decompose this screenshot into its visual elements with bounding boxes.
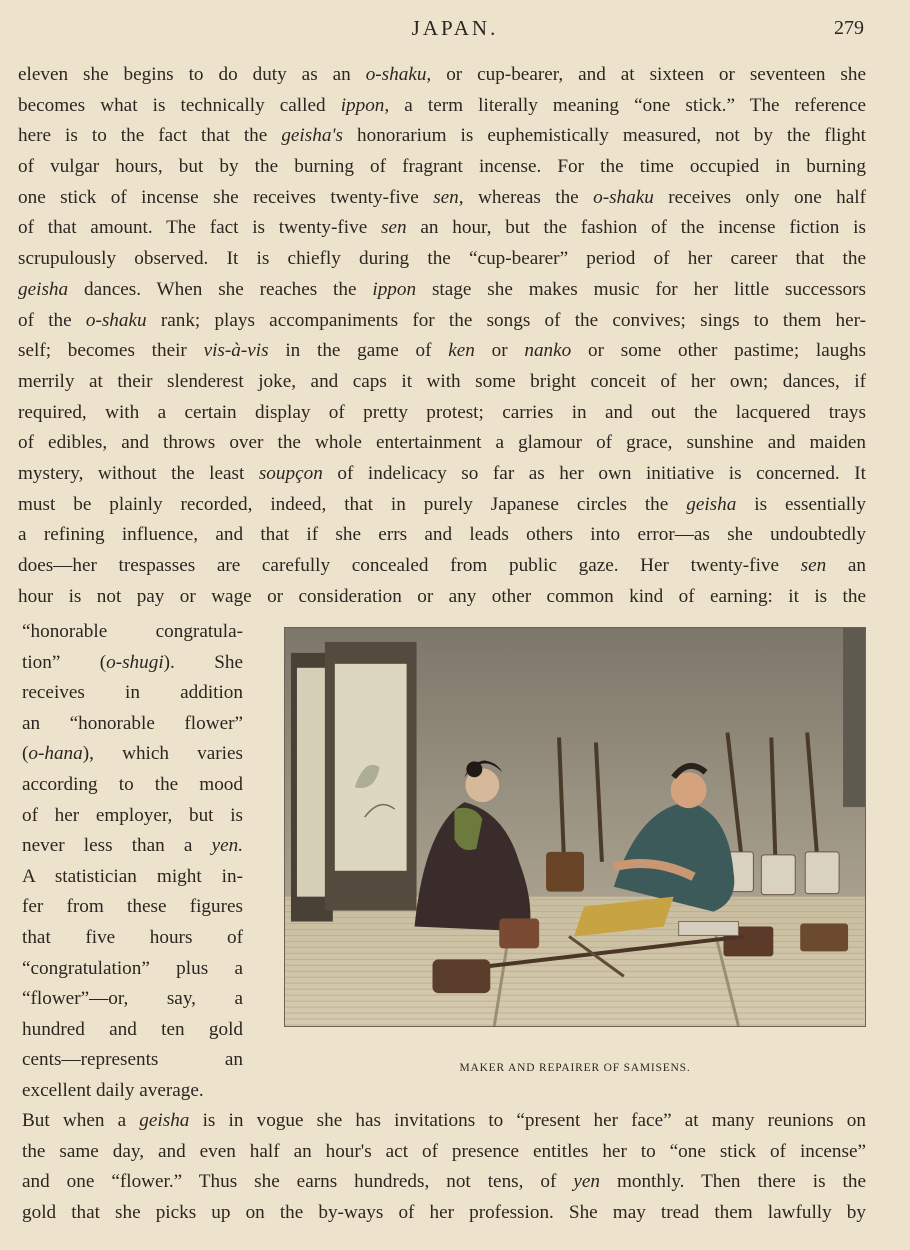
- text-segment: whereas the: [463, 186, 594, 208]
- text-line: [22, 862, 243, 893]
- text-segment: of her employer, but is: [22, 804, 243, 826]
- text-segment: required, with a certain display of pretty protest; carries in and out the lacquered trays: [18, 401, 866, 423]
- text-line: [22, 1198, 866, 1229]
- figure-photograph: [284, 627, 866, 1027]
- text-segment: sen,: [433, 186, 464, 208]
- text-segment: according to the mood: [22, 773, 243, 795]
- text-segment: yen.: [211, 835, 243, 857]
- text-segment: an: [826, 555, 866, 576]
- text-segment: But when a: [22, 1110, 140, 1131]
- text-segment: yen: [573, 1171, 600, 1193]
- text-segment: honorarium is euphemistically measured, not by the flight: [342, 125, 866, 147]
- text-segment: (: [22, 743, 29, 765]
- text-segment: o-shaku: [593, 186, 654, 208]
- text-segment: nanko: [524, 340, 572, 362]
- text-segment: of vulgar hours, but by the burning of fragrant incense. For the time occupied in burning: [18, 156, 866, 178]
- text-segment: of edibles, and throws over the whole entertainment a glamour of grace, sunshine and maiden: [18, 432, 866, 454]
- text-line: [18, 60, 866, 91]
- text-line: [22, 1015, 243, 1046]
- text-segment: hour is not pay or wage or consideration or any other common kind of earning: it is the: [18, 585, 866, 607]
- text-segment: ). She: [163, 651, 243, 673]
- text-segment: cents—represents an: [22, 1049, 243, 1071]
- text-segment: tion” (: [22, 651, 107, 673]
- text-segment: vis-à-vis: [203, 340, 269, 362]
- text-line: [22, 831, 243, 862]
- text-segment: a term literally meaning “one stick.” The reference: [389, 94, 866, 116]
- text-segment: ken: [448, 340, 475, 362]
- text-segment: or cup-bearer, and at sixteen or seventeen she: [431, 64, 866, 85]
- text-line: [18, 121, 866, 152]
- text-segment: dances. When she reaches the: [68, 278, 373, 300]
- text-segment: is in vogue she has invitations to “present her face” at many reunions on: [189, 1110, 866, 1131]
- text-segment: of that amount. The fact is twenty-five: [18, 217, 382, 239]
- text-line: [22, 1137, 866, 1168]
- text-line: [22, 1045, 243, 1076]
- text-line: [18, 582, 866, 613]
- text-segment: “flower”—or, say, a: [22, 988, 243, 1010]
- text-line: [18, 428, 866, 459]
- text-segment: ), which varies: [82, 743, 243, 765]
- text-segment: o-hana: [28, 743, 83, 765]
- text-line: [22, 1076, 243, 1107]
- text-line: [22, 923, 243, 954]
- text-segment: fer from these figures: [22, 896, 243, 918]
- text-segment: self; becomes their: [18, 340, 204, 362]
- text-line: [22, 648, 243, 679]
- text-segment: scrupulously observed. It is chiefly during the “cup-bearer” period of her career that the: [18, 248, 866, 270]
- text-segment: and one “flower.” Thus she earns hundreds, not tens, of: [22, 1171, 574, 1193]
- text-segment: never less than a: [22, 835, 212, 857]
- text-segment: merrily at their slenderest joke, and caps it with some bright conceit of her own; dances, if: [18, 370, 866, 392]
- text-segment: “congratulation” plus a: [22, 957, 243, 979]
- text-line: [18, 490, 866, 521]
- text-line: [22, 770, 243, 801]
- text-line: [18, 152, 866, 183]
- text-segment: stage she makes music for her little successors: [416, 278, 866, 300]
- text-line: [22, 678, 243, 709]
- text-segment: sen: [381, 217, 407, 239]
- text-segment: geisha: [139, 1110, 190, 1131]
- text-segment: o-shaku: [85, 309, 147, 331]
- text-segment: of indelicacy so far as her own initiative is concerned. It: [322, 462, 866, 484]
- bottom-paragraph: [22, 1106, 866, 1228]
- text-segment: excellent daily average.: [22, 1079, 204, 1101]
- text-segment: rank; plays accompaniments for the songs of the convives; sings to them her-: [146, 309, 866, 331]
- text-line: [18, 244, 866, 275]
- folding-screen: [291, 642, 417, 922]
- body-paragraph: [18, 60, 866, 612]
- text-segment: eleven she begins to do duty as an: [18, 64, 366, 85]
- text-segment: is essentially: [736, 493, 866, 515]
- text-line: [18, 213, 866, 244]
- text-segment: a refining influence, and that if she errs and leads others into error—as she undoubtedly: [18, 524, 866, 546]
- text-line: [18, 91, 866, 122]
- text-segment: the same day, and even half an hour's act of presence entitles her to “one stick of incense”: [22, 1140, 866, 1162]
- text-segment: in the game of: [268, 340, 449, 362]
- figure-caption: MAKER AND REPAIRER OF SAMISENS.: [459, 1062, 691, 1074]
- text-segment: geisha: [686, 493, 737, 515]
- text-line: [18, 183, 866, 214]
- text-segment: monthly. Then there is the: [599, 1171, 866, 1193]
- text-line: [22, 617, 243, 648]
- text-segment: “honorable congratula-: [22, 621, 243, 642]
- text-segment: receives in addition: [22, 682, 243, 704]
- text-line: [18, 367, 866, 398]
- text-line: [22, 1106, 866, 1137]
- text-segment: hundred and ten gold: [22, 1018, 243, 1040]
- text-segment: of the: [18, 309, 86, 331]
- text-segment: sen: [800, 555, 827, 576]
- text-segment: becomes what is technically called: [18, 94, 341, 116]
- text-segment: here is to the fact that the: [18, 125, 282, 147]
- text-segment: ippon: [372, 278, 417, 300]
- page-number: 279: [834, 17, 864, 39]
- text-segment: does—her trespasses are carefully concealed from public gaze. Her twenty-five: [18, 555, 801, 576]
- text-line: [22, 984, 243, 1015]
- text-segment: o-shugi: [106, 651, 164, 673]
- text-segment: must be plainly recorded, indeed, that in purely Japanese circles the: [18, 493, 687, 515]
- text-line: [18, 306, 866, 337]
- samisen-maker-photo: [285, 628, 865, 1026]
- text-line: [22, 954, 243, 985]
- text-segment: or: [474, 340, 525, 362]
- text-segment: A statistician might in-: [22, 865, 243, 887]
- text-segment: an hour, but the fashion of the incense fiction is: [406, 217, 866, 239]
- text-segment: one stick of incense she receives twenty-five: [18, 186, 434, 208]
- side-column-text: [22, 617, 243, 1107]
- text-line: [18, 398, 866, 429]
- text-line: [22, 801, 243, 832]
- text-line: [22, 892, 243, 923]
- text-line: [22, 1167, 866, 1198]
- text-segment: that five hours of: [22, 926, 243, 948]
- text-segment: soupçon: [258, 462, 323, 484]
- text-segment: o-shaku,: [365, 64, 432, 85]
- text-segment: geisha's: [281, 125, 343, 147]
- running-head-title: JAPAN.: [411, 16, 499, 40]
- running-head: [0, 14, 910, 44]
- text-line: [22, 709, 243, 740]
- text-segment: receives only one half: [653, 186, 866, 208]
- text-line: [18, 520, 866, 551]
- text-line: [22, 739, 243, 770]
- text-line: [18, 275, 866, 306]
- text-segment: or some other pastime; laughs: [571, 340, 866, 362]
- text-segment: an “honorable flower”: [22, 712, 243, 734]
- text-segment: ippon,: [340, 94, 390, 116]
- text-segment: geisha: [18, 278, 69, 300]
- text-segment: mystery, without the least: [18, 462, 259, 484]
- text-segment: gold that she picks up on the by-ways of her profession. She may tread them lawfully by: [22, 1201, 866, 1223]
- text-line: [18, 459, 866, 490]
- text-line: [18, 336, 866, 367]
- text-line: [18, 551, 866, 582]
